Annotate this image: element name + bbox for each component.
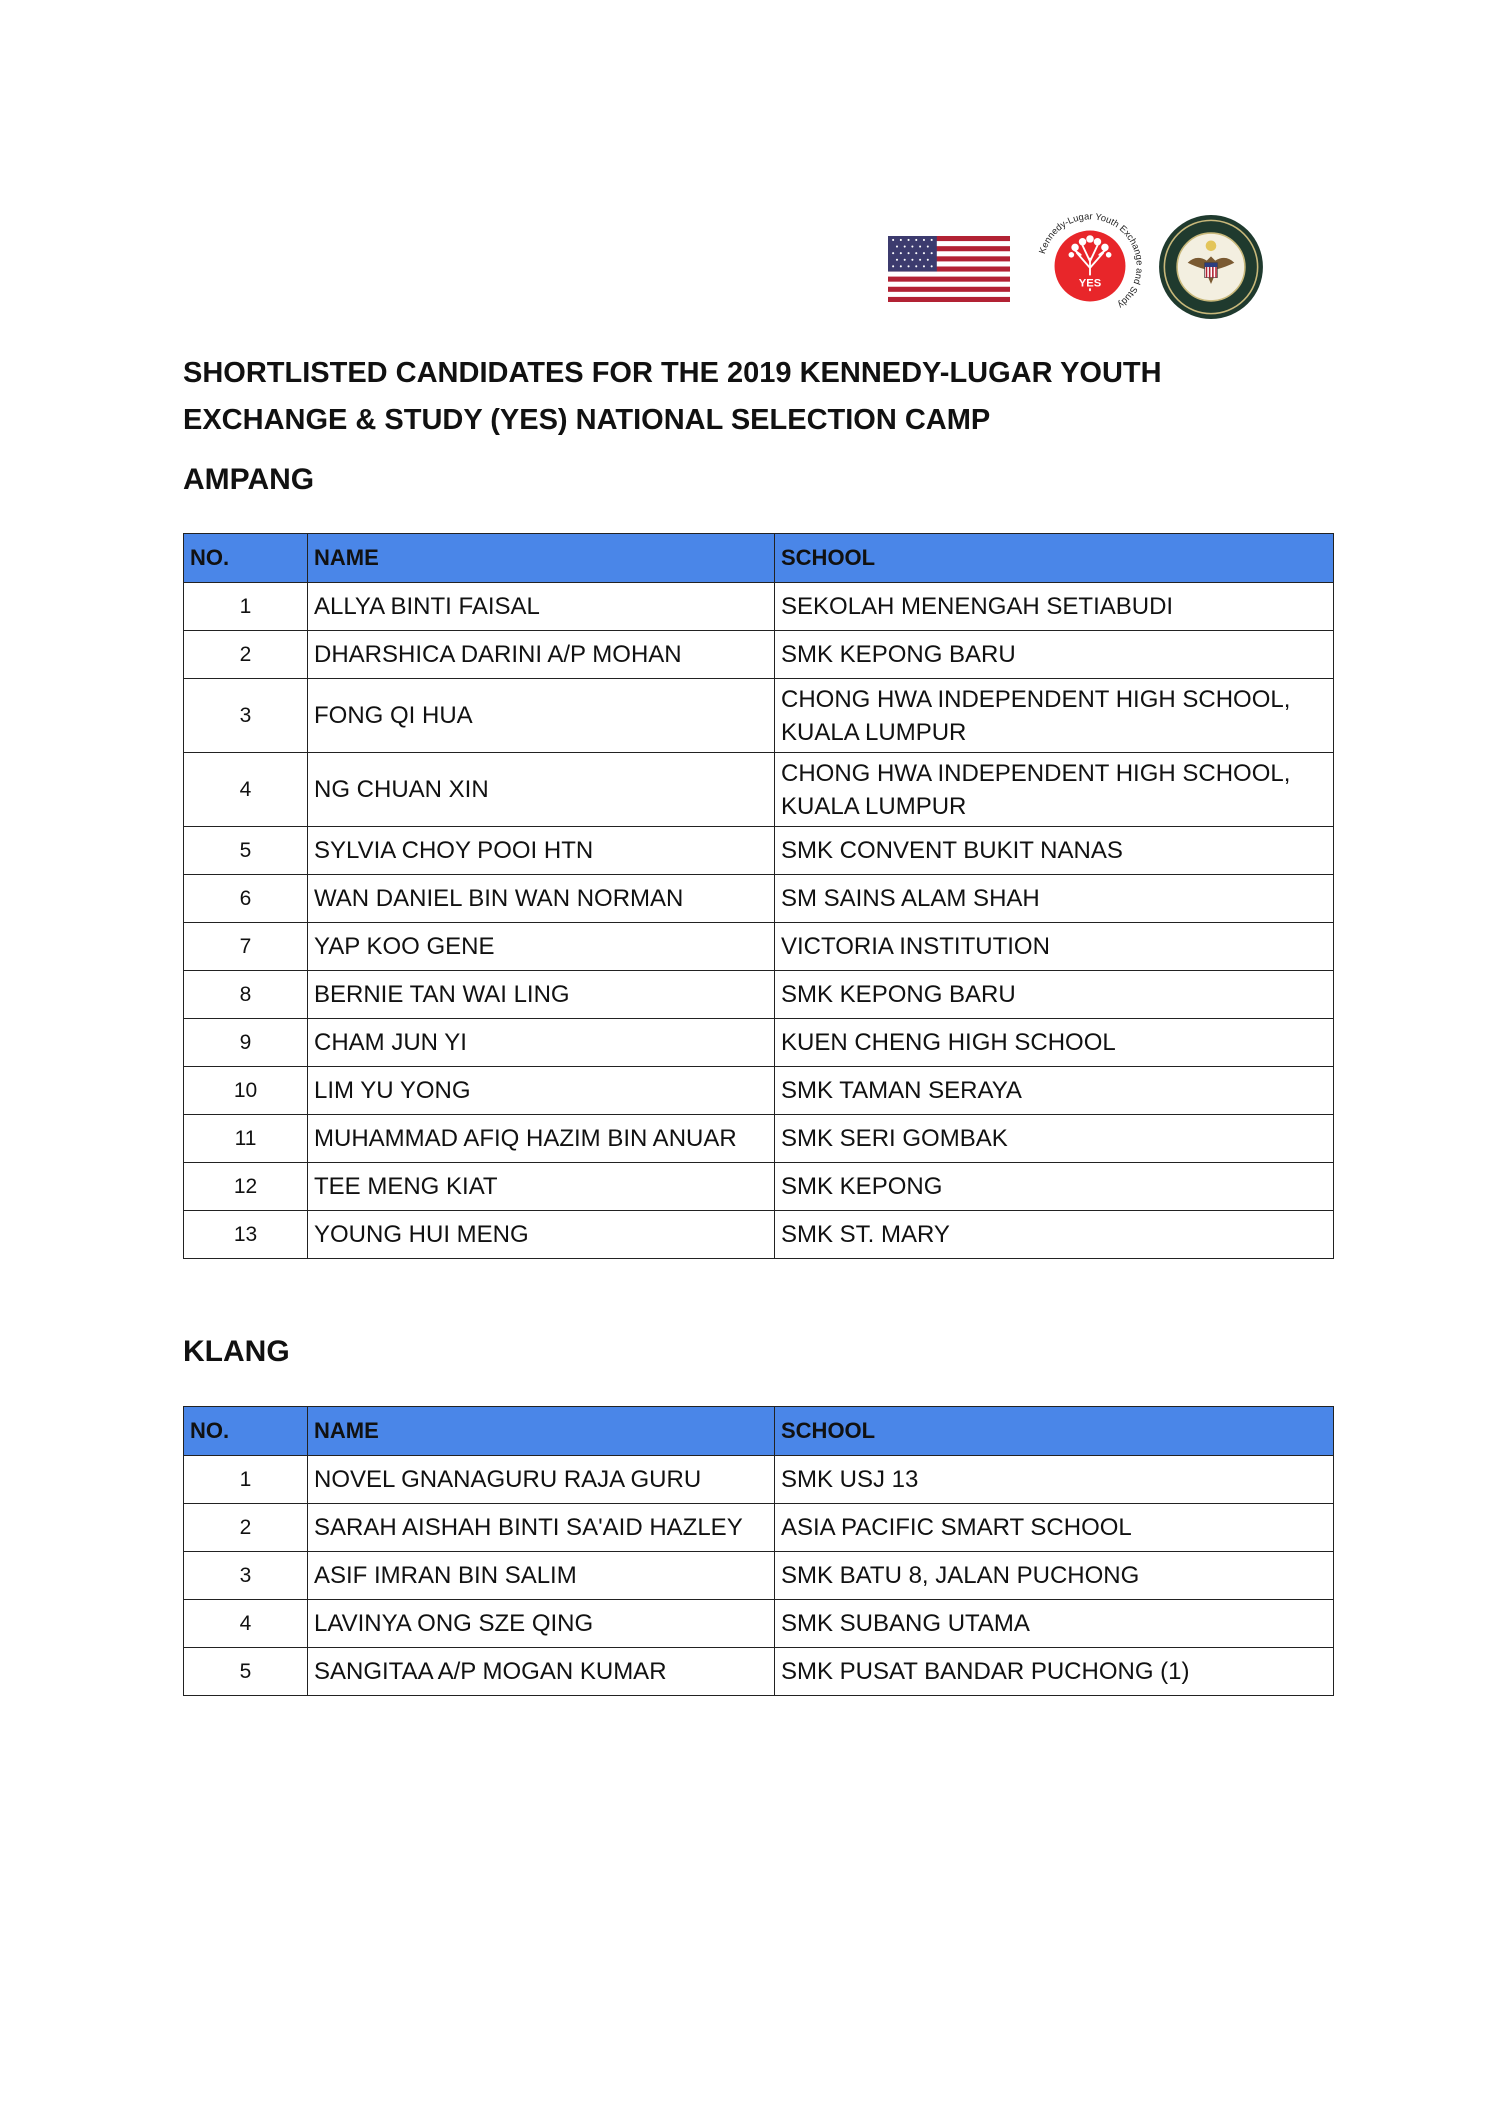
- cell-no: 5: [184, 827, 308, 875]
- cell-no: 4: [184, 1600, 308, 1648]
- cell-name: BERNIE TAN WAI LING: [308, 971, 775, 1019]
- table-row: [184, 827, 1334, 875]
- cell-school: [775, 631, 1334, 679]
- school-line: ASIA PACIFIC SMART SCHOOL: [781, 1514, 1132, 1541]
- table-row: [184, 753, 1334, 827]
- cell-school: [775, 1211, 1334, 1259]
- table-row: [184, 1456, 1334, 1504]
- school-line: CHONG HWA INDEPENDENT HIGH SCHOOL,: [781, 759, 1291, 787]
- cell-school: [775, 753, 1334, 827]
- cell-name: TEE MENG KIAT: [308, 1163, 775, 1211]
- table-row: [184, 923, 1334, 971]
- cell-school: [775, 1456, 1334, 1504]
- table-row: [184, 971, 1334, 1019]
- cell-name: YAP KOO GENE: [308, 923, 775, 971]
- cell-no: 9: [184, 1019, 308, 1067]
- cell-name: YOUNG HUI MENG: [308, 1211, 775, 1259]
- cell-name: ALLYA BINTI FAISAL: [308, 583, 775, 631]
- school-line: SMK KEPONG: [781, 1173, 943, 1200]
- svg-text:YES: YES: [1078, 277, 1102, 290]
- school-line: KUALA LUMPUR: [781, 718, 967, 746]
- cell-school: [775, 1504, 1334, 1552]
- table-row: [184, 1163, 1334, 1211]
- header-school: SCHOOL: [775, 1407, 1334, 1456]
- cell-name: ASIF IMRAN BIN SALIM: [308, 1552, 775, 1600]
- cell-school: [775, 1115, 1334, 1163]
- table-row: [184, 679, 1334, 753]
- cell-no: 13: [184, 1211, 308, 1259]
- cell-no: 3: [184, 679, 308, 753]
- cell-no: 1: [184, 583, 308, 631]
- cell-name: WAN DANIEL BIN WAN NORMAN: [308, 875, 775, 923]
- cell-name: NG CHUAN XIN: [308, 753, 775, 827]
- cell-no: 3: [184, 1552, 308, 1600]
- header-school: SCHOOL: [775, 534, 1334, 583]
- table-row: [184, 1600, 1334, 1648]
- school-line: SMK SERI GOMBAK: [781, 1125, 1008, 1152]
- cell-no: 8: [184, 971, 308, 1019]
- cell-name: MUHAMMAD AFIQ HAZIM BIN ANUAR: [308, 1115, 775, 1163]
- cell-no: 12: [184, 1163, 308, 1211]
- cell-no: 2: [184, 1504, 308, 1552]
- cell-name: SANGITAA A/P MOGAN KUMAR: [308, 1648, 775, 1696]
- table-row: [184, 631, 1334, 679]
- school-line: SEKOLAH MENENGAH SETIABUDI: [781, 593, 1174, 620]
- school-line: SMK KEPONG BARU: [781, 641, 1016, 668]
- school-line: SMK USJ 13: [781, 1466, 919, 1493]
- school-line: SMK SUBANG UTAMA: [781, 1610, 1030, 1637]
- table-row: [184, 1504, 1334, 1552]
- cell-school: [775, 827, 1334, 875]
- school-line: SMK KEPONG BARU: [781, 981, 1016, 1008]
- school-line: KUALA LUMPUR: [781, 792, 967, 820]
- cell-no: 11: [184, 1115, 308, 1163]
- cell-school: [775, 583, 1334, 631]
- table-row: [184, 1115, 1334, 1163]
- cell-no: 5: [184, 1648, 308, 1696]
- cell-school: [775, 1552, 1334, 1600]
- table-header-row: [184, 534, 1334, 583]
- school-line: CHONG HWA INDEPENDENT HIGH SCHOOL,: [781, 685, 1291, 713]
- header-name: NAME: [308, 534, 775, 583]
- region-heading-klang: KLANG: [183, 1335, 290, 1368]
- cell-no: 7: [184, 923, 308, 971]
- cell-no: 1: [184, 1456, 308, 1504]
- cell-name: LIM YU YONG: [308, 1067, 775, 1115]
- cell-school: [775, 679, 1334, 753]
- header-no: NO.: [184, 534, 308, 583]
- table-body: [184, 1456, 1334, 1696]
- school-line: KUEN CHENG HIGH SCHOOL: [781, 1029, 1116, 1056]
- cell-school: [775, 923, 1334, 971]
- cell-name: FONG QI HUA: [308, 679, 775, 753]
- header-no: NO.: [184, 1407, 308, 1456]
- header-logos: [888, 210, 1264, 320]
- cell-school: [775, 971, 1334, 1019]
- us-flag-icon: [888, 236, 1010, 302]
- cell-name: SYLVIA CHOY POOI HTN: [308, 827, 775, 875]
- school-line: SMK ST. MARY: [781, 1221, 950, 1248]
- table-row: [184, 1019, 1334, 1067]
- cell-name: CHAM JUN YI: [308, 1019, 775, 1067]
- table-header-row: [184, 1407, 1334, 1456]
- cell-school: [775, 1067, 1334, 1115]
- cell-no: 2: [184, 631, 308, 679]
- school-line: SMK CONVENT BUKIT NANAS: [781, 837, 1123, 864]
- cell-school: [775, 875, 1334, 923]
- cell-school: [775, 1019, 1334, 1067]
- header-name: NAME: [308, 1407, 775, 1456]
- table-row: [184, 583, 1334, 631]
- school-line: SMK PUSAT BANDAR PUCHONG (1): [781, 1658, 1190, 1685]
- school-line: SMK TAMAN SERAYA: [781, 1077, 1022, 1104]
- department-of-state-seal-icon: [1158, 214, 1264, 320]
- school-line: VICTORIA INSTITUTION: [781, 933, 1050, 960]
- school-line: SM SAINS ALAM SHAH: [781, 885, 1040, 912]
- cell-no: 10: [184, 1067, 308, 1115]
- candidate-table-klang: [183, 1406, 1334, 1696]
- table-row: [184, 1211, 1334, 1259]
- cell-name: DHARSHICA DARINI A/P MOHAN: [308, 631, 775, 679]
- region-heading-ampang: AMPANG: [183, 463, 315, 496]
- cell-name: SARAH AISHAH BINTI SA'AID HAZLEY: [308, 1504, 775, 1552]
- cell-name: NOVEL GNANAGURU RAJA GURU: [308, 1456, 775, 1504]
- table-row: [184, 1067, 1334, 1115]
- title-line-1: SHORTLISTED CANDIDATES FOR THE 2019 KENNEDY-LUGAR YOUTH: [183, 357, 1162, 389]
- title-line-2: EXCHANGE & STUDY (YES) NATIONAL SELECTION CAMP: [183, 404, 991, 436]
- cell-school: [775, 1600, 1334, 1648]
- cell-school: [775, 1648, 1334, 1696]
- yes-logo-icon: [1034, 210, 1146, 322]
- cell-name: LAVINYA ONG SZE QING: [308, 1600, 775, 1648]
- svg-text:Kennedy-Lugar Youth Exchange a: Kennedy-Lugar Youth Exchange and Study: [1037, 211, 1145, 311]
- cell-no: 6: [184, 875, 308, 923]
- candidate-table-ampang: [183, 533, 1334, 1259]
- cell-no: 4: [184, 753, 308, 827]
- table-row: [184, 1552, 1334, 1600]
- table-body: [184, 583, 1334, 1259]
- cell-school: [775, 1163, 1334, 1211]
- school-line: SMK BATU 8, JALAN PUCHONG: [781, 1562, 1140, 1589]
- document-title: [183, 350, 1333, 444]
- table-row: [184, 875, 1334, 923]
- table-row: [184, 1648, 1334, 1696]
